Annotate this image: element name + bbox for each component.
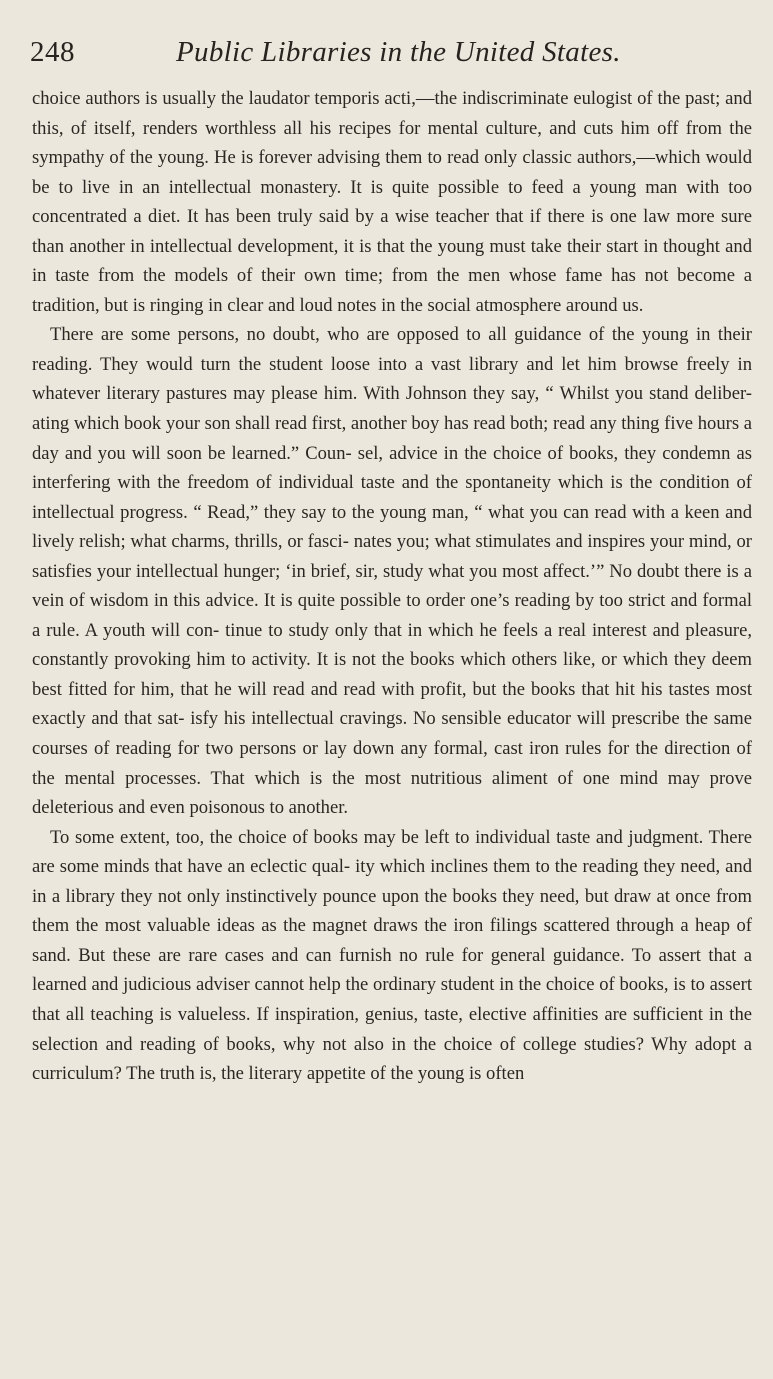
running-title: Public Libraries in the United States. — [176, 36, 621, 68]
paragraph-guidance: There are some persons, no doubt, who are opposed to all guidance of the young in their reading. They would turn the student loose into a vast library and let him browse freely in whatever literary pastures may please him. With Johnson they say, “ Whilst you stand deliber- ating which book your son shall read first, another boy has read both; read any thing five hours a day and you will soon be learned.” Coun- sel, advice in the choice of books, they condemn as interfering with the freedom of individual taste and the spontaneity which is the condition of intellectual progress. “ Read,” they say to the young man, “ what you can read with a keen and lively relish; what charms, thrills, or fasci- nates you; what stimulates and inspires your mind, or satisfies your intellectual hunger; ‘in brief, sir, study what you most affect.’” No doubt there is a vein of wisdom in this advice. It is quite possible to order one’s reading by too strict and formal a rule. A youth will con- tinue to study only that in which he feels a real interest and pleasure, constantly provoking him to activity. It is not the books which others like, or which they deem best fitted for him, that he will read and read with profit, but the books that hit his tastes most exactly and that sat- isfy his intellectual cravings. No sensible educator will prescribe the same courses of reading for two persons or lay down any formal, cast iron rules for the direction of the mental processes. That which is the most nutritious aliment of one mind may prove deleterious and even poisonous to another. — [32, 324, 752, 819]
paragraph-continuation: choice authors is usually the laudator temporis acti,—the indiscriminate eulogist of the past; and this, of itself, renders worthless all his recipes for mental culture, and cuts him off from the sympathy of the young. He is forever advising them to read only classic authors,—which would be to live in an intellectual monastery. It is quite possible to feed a young man with too concentrated a diet. It has been truly said by a wise teacher that if there is one law more sure than another in intellectual development, it is that the young must take their start in thought and in taste from the models of their own time; from the men whose fame has not become a tradition, but is ringing in clear and loud notes in the social atmosphere around us. — [32, 88, 752, 316]
page-number: 248 — [30, 36, 75, 68]
running-head — [30, 36, 752, 80]
paragraph-choice-of-books: To some extent, too, the choice of books may be left to individual taste and judgment. There are some minds that have an eclectic qual- ity which inclines them to the reading they need, and in a library they not only instinctively pounce upon the books they need, but draw at once from them the most valuable ideas as the magnet draws the iron filings scattered through a heap of sand. But these are rare cases and can furnish no rule for general guidance. To assert that a learned and judicious adviser cannot help the ordinary student in the choice of books, is to assert that all teaching is valueless. If inspiration, genius, taste, elective affinities are sufficient in the selection and reading of books, why not also in the choice of college studies? Why adopt a curriculum? The truth is, the literary appetite of the young is often — [32, 826, 752, 1085]
body-text — [32, 84, 752, 1089]
